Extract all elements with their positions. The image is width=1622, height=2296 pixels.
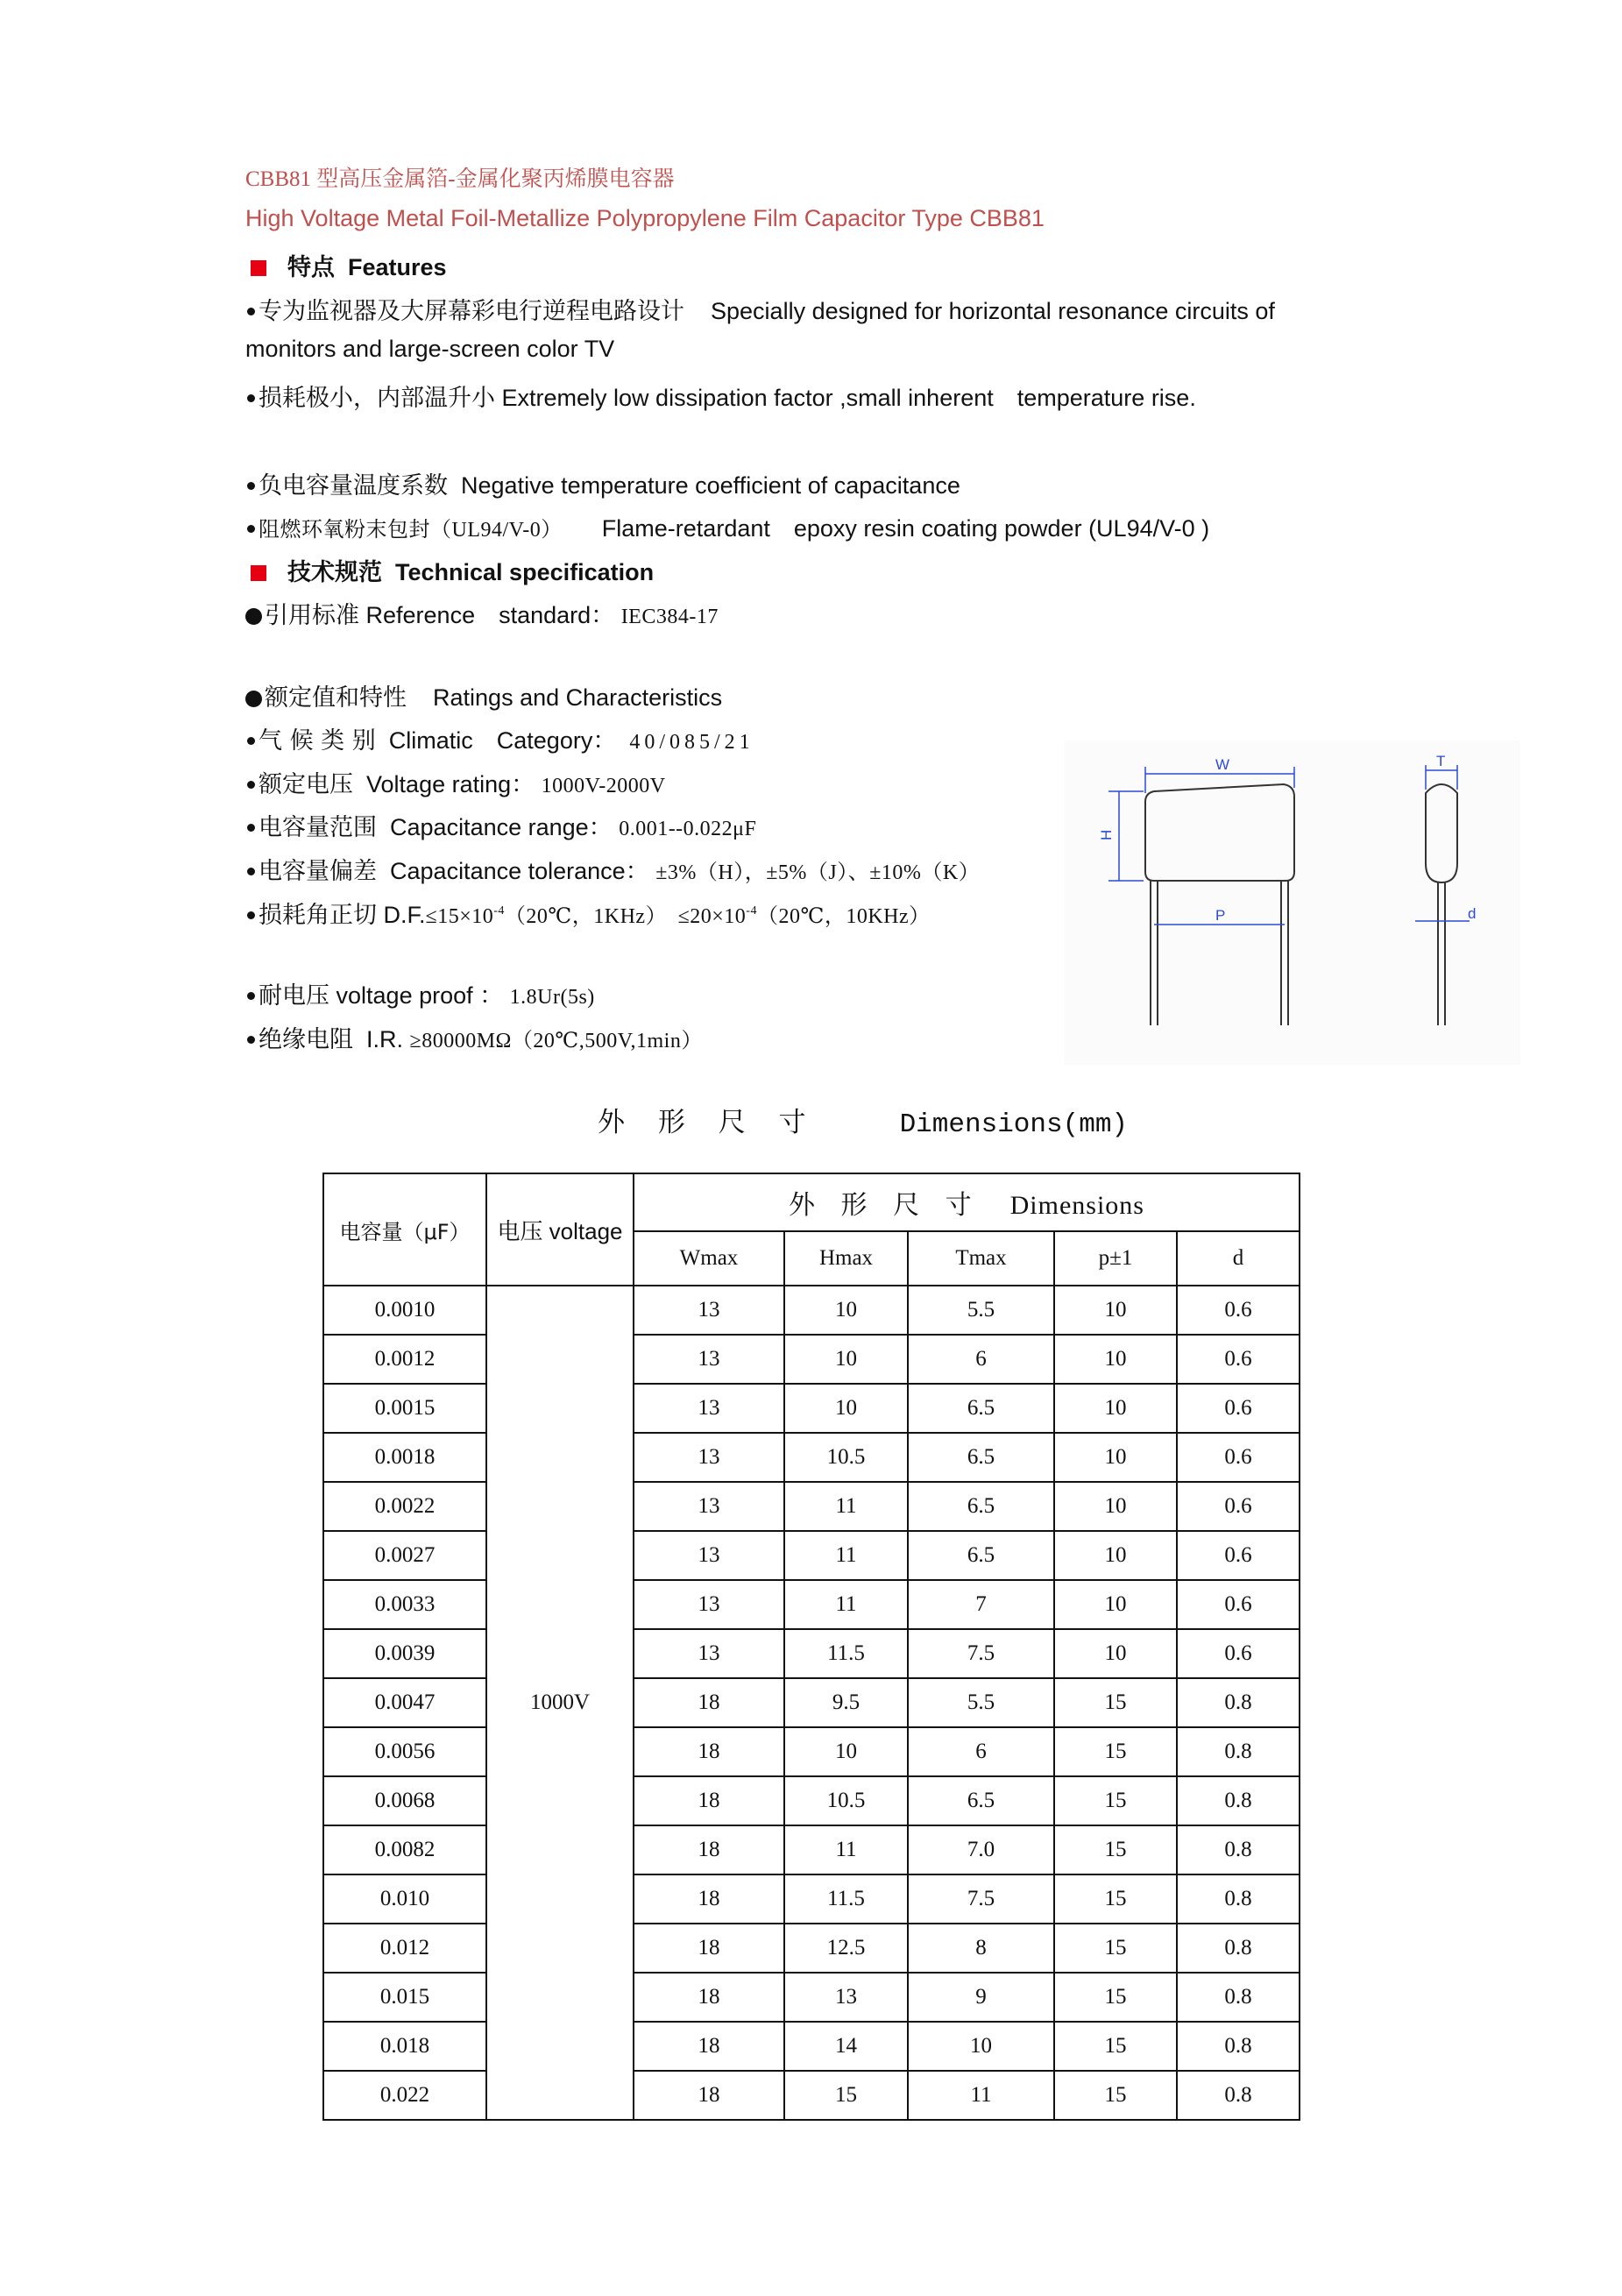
dimension-cell: 15 bbox=[1054, 1678, 1177, 1727]
dimension-cell: 18 bbox=[634, 1678, 784, 1727]
dimension-cell: 18 bbox=[634, 1973, 784, 2022]
dimension-cell: 0.6 bbox=[1177, 1580, 1300, 1629]
dimension-cell: 6 bbox=[908, 1335, 1054, 1384]
dimension-cell: 10 bbox=[1054, 1629, 1177, 1678]
capacitance-tolerance: 电容量偏差 Capacitance tolerance： ±3%（H），±5%（J）、±10%（K） bbox=[245, 852, 980, 886]
insulation-resistance: 绝缘电阻 I.R. ≥80000MΩ（20℃,500V,1min） bbox=[245, 1020, 703, 1054]
table-row bbox=[323, 1924, 1300, 1973]
dimension-cell: 11 bbox=[784, 1580, 908, 1629]
dimension-cell: 8 bbox=[908, 1924, 1054, 1973]
ratings-heading: 额定值和特性 Ratings and Characteristics bbox=[245, 678, 722, 712]
dimension-cell: 0.8 bbox=[1177, 1776, 1300, 1825]
bullet-icon bbox=[245, 608, 262, 625]
dimension-cell: 7.5 bbox=[908, 1874, 1054, 1924]
table-row bbox=[323, 1678, 1300, 1727]
dimension-cell: 6 bbox=[908, 1727, 1054, 1776]
table-row bbox=[323, 1286, 1300, 1335]
dimension-cell: 15 bbox=[1054, 1973, 1177, 2022]
reference-standard: 引用标准 Reference standard： IEC384-17 bbox=[245, 596, 719, 630]
dimension-cell: 15 bbox=[1054, 1874, 1177, 1924]
label-p: P bbox=[1215, 907, 1226, 924]
label-w: W bbox=[1215, 756, 1230, 773]
capacitance-cell: 0.0047 bbox=[323, 1678, 486, 1727]
bullet-icon bbox=[247, 525, 255, 533]
climatic-category: 气 候 类 别 Climatic Category： 40/085/21 bbox=[245, 721, 754, 755]
label-d: d bbox=[1468, 905, 1477, 922]
dimension-cell: 0.6 bbox=[1177, 1335, 1300, 1384]
dimensions-table bbox=[322, 1173, 1300, 2121]
bullet-icon bbox=[247, 308, 255, 315]
bullet-icon bbox=[247, 394, 255, 402]
table-row bbox=[323, 1433, 1300, 1482]
dimension-cell: 10 bbox=[1054, 1286, 1177, 1335]
capacitance-cell: 0.0022 bbox=[323, 1482, 486, 1531]
dimension-cell: 10 bbox=[908, 2022, 1054, 2071]
capacitance-cell: 0.0027 bbox=[323, 1531, 486, 1580]
dimension-cell: 13 bbox=[784, 1973, 908, 2022]
header-dimensions: 外 形 尺 寸 Dimensions bbox=[634, 1173, 1300, 1231]
capacitance-cell: 0.0010 bbox=[323, 1286, 486, 1335]
dimension-cell: 10 bbox=[1054, 1482, 1177, 1531]
dimension-cell: 7 bbox=[908, 1580, 1054, 1629]
dimension-cell: 0.8 bbox=[1177, 1678, 1300, 1727]
dimension-cell: 10 bbox=[784, 1335, 908, 1384]
table-row bbox=[323, 1580, 1300, 1629]
dimension-cell: 11 bbox=[784, 1825, 908, 1874]
bullet-icon bbox=[245, 691, 262, 707]
dimension-cell: 0.8 bbox=[1177, 2071, 1300, 2120]
dimension-cell: 0.8 bbox=[1177, 1973, 1300, 2022]
dimension-cell: 5.5 bbox=[908, 1286, 1054, 1335]
capacitance-cell: 0.010 bbox=[323, 1874, 486, 1924]
tech-spec-heading: 技术规范 Technical specification bbox=[245, 553, 654, 587]
dimension-cell: 10 bbox=[1054, 1335, 1177, 1384]
feature-item-1-cont: monitors and large-screen color TV bbox=[245, 336, 615, 362]
voltage-proof: 耐电压 voltage proof ： 1.8Ur(5s) bbox=[245, 976, 595, 1010]
capacitor-outline-diagram bbox=[1065, 741, 1520, 1065]
capacitance-cell: 0.018 bbox=[323, 2022, 486, 2071]
capacitance-cell: 0.0018 bbox=[323, 1433, 486, 1482]
dimension-cell: 0.6 bbox=[1177, 1286, 1300, 1335]
dimension-cell: 10 bbox=[1054, 1433, 1177, 1482]
label-h: H bbox=[1098, 829, 1115, 840]
dissipation-factor: 损耗角正切 $D.F.\le 15\times 10^{-4}(20℃$，1KHz） $\le 20\times 10^{-4}(20℃$，10KHz） bbox=[245, 896, 931, 930]
column-header: d bbox=[1177, 1231, 1300, 1286]
dimension-cell: 15 bbox=[1054, 1924, 1177, 1973]
dimension-cell: 7.0 bbox=[908, 1825, 1054, 1874]
column-header: Wmax bbox=[634, 1231, 784, 1286]
dimension-cell: 13 bbox=[634, 1433, 784, 1482]
table-row bbox=[323, 2071, 1300, 2120]
feature-item-3: 负电容量温度系数 Negative temperature coefficient of capacitance bbox=[245, 466, 960, 500]
capacitance-cell: 0.022 bbox=[323, 2071, 486, 2120]
bullet-icon bbox=[247, 1036, 255, 1044]
dimension-cell: 10 bbox=[1054, 1531, 1177, 1580]
dimension-cell: 6.5 bbox=[908, 1433, 1054, 1482]
dimension-cell: 15 bbox=[1054, 1776, 1177, 1825]
capacitance-cell: 0.015 bbox=[323, 1973, 486, 2022]
dimension-cell: 0.8 bbox=[1177, 1874, 1300, 1924]
table-row bbox=[323, 1335, 1300, 1384]
feature-item-1: 专为监视器及大屏幕彩电行逆程电路设计 Specially designed for horizontal resonance circuits of bbox=[245, 292, 1275, 326]
capacitance-cell: 0.012 bbox=[323, 1924, 486, 1973]
bullet-icon bbox=[247, 824, 255, 832]
dimension-cell: 13 bbox=[634, 1384, 784, 1433]
capacitance-cell: 0.0012 bbox=[323, 1335, 486, 1384]
dimension-cell: 11 bbox=[784, 1482, 908, 1531]
dimension-cell: 0.6 bbox=[1177, 1384, 1300, 1433]
dimension-cell: 14 bbox=[784, 2022, 908, 2071]
dimension-cell: 6.5 bbox=[908, 1482, 1054, 1531]
dimension-cell: 15 bbox=[1054, 1825, 1177, 1874]
dimension-cell: 0.6 bbox=[1177, 1433, 1300, 1482]
dimension-cell: 11.5 bbox=[784, 1874, 908, 1924]
dimension-cell: 15 bbox=[1054, 2022, 1177, 2071]
voltage-cell: 1000V bbox=[486, 1286, 634, 2120]
dimension-cell: 10.5 bbox=[784, 1433, 908, 1482]
red-square-bullet-icon bbox=[251, 565, 266, 581]
table-row bbox=[323, 1727, 1300, 1776]
dimensions-title: 外 形 尺 寸 Dimensions(mm) bbox=[598, 1107, 1129, 1140]
column-header: Hmax bbox=[784, 1231, 908, 1286]
dimension-cell: 0.8 bbox=[1177, 2022, 1300, 2071]
table-row bbox=[323, 1874, 1300, 1924]
bullet-icon bbox=[247, 992, 255, 1000]
dimension-cell: 6.5 bbox=[908, 1531, 1054, 1580]
column-header: p±1 bbox=[1054, 1231, 1177, 1286]
title-english: High Voltage Metal Foil-Metallize Polypropylene Film Capacitor Type CBB81 bbox=[245, 205, 1045, 231]
dimension-cell: 0.6 bbox=[1177, 1482, 1300, 1531]
bullet-icon bbox=[247, 911, 255, 919]
dimension-cell: 6.5 bbox=[908, 1384, 1054, 1433]
dimension-cell: 10.5 bbox=[784, 1776, 908, 1825]
bullet-icon bbox=[247, 737, 255, 745]
capacitance-cell: 0.0068 bbox=[323, 1776, 486, 1825]
header-voltage: 电压 voltage bbox=[486, 1173, 634, 1286]
dimension-cell: 15 bbox=[1054, 2071, 1177, 2120]
capacitance-cell: 0.0033 bbox=[323, 1580, 486, 1629]
dimension-cell: 10 bbox=[1054, 1580, 1177, 1629]
column-header: Tmax bbox=[908, 1231, 1054, 1286]
red-square-bullet-icon bbox=[251, 260, 266, 276]
dimension-cell: 18 bbox=[634, 1825, 784, 1874]
dimension-cell: 18 bbox=[634, 1776, 784, 1825]
dimension-cell: 13 bbox=[634, 1286, 784, 1335]
dimension-cell: 10 bbox=[784, 1727, 908, 1776]
dimension-cell: 13 bbox=[634, 1531, 784, 1580]
dimension-cell: 9.5 bbox=[784, 1678, 908, 1727]
dimension-cell: 11.5 bbox=[784, 1629, 908, 1678]
voltage-rating: 额定电压 Voltage rating： 1000V-2000V bbox=[245, 765, 666, 799]
label-t: T bbox=[1436, 753, 1446, 769]
dimension-cell: 18 bbox=[634, 1727, 784, 1776]
dimension-cell: 18 bbox=[634, 1874, 784, 1924]
table-row bbox=[323, 1384, 1300, 1433]
dimension-cell: 9 bbox=[908, 1973, 1054, 2022]
header-capacitance: 电容量（μF） bbox=[323, 1173, 486, 1286]
dimension-cell: 10 bbox=[784, 1384, 908, 1433]
capacitance-cell: 0.0039 bbox=[323, 1629, 486, 1678]
dimension-cell: 11 bbox=[784, 1531, 908, 1580]
capacitance-cell: 0.0056 bbox=[323, 1727, 486, 1776]
capacitance-range: 电容量范围 Capacitance range： 0.001--0.022μF bbox=[245, 808, 756, 842]
features-heading: 特点 Features bbox=[245, 248, 447, 282]
dimension-cell: 10 bbox=[784, 1286, 908, 1335]
dimension-cell: 13 bbox=[634, 1629, 784, 1678]
table-row bbox=[323, 2022, 1300, 2071]
dimension-cell: 10 bbox=[1054, 1384, 1177, 1433]
dimension-cell: 0.6 bbox=[1177, 1629, 1300, 1678]
dimension-cell: 12.5 bbox=[784, 1924, 908, 1973]
dimension-cell: 13 bbox=[634, 1335, 784, 1384]
dimension-cell: 0.8 bbox=[1177, 1727, 1300, 1776]
bullet-icon bbox=[247, 868, 255, 875]
bullet-icon bbox=[247, 482, 255, 490]
dimension-cell: 15 bbox=[784, 2071, 908, 2120]
capacitance-cell: 0.0015 bbox=[323, 1384, 486, 1433]
dimension-cell: 15 bbox=[1054, 1727, 1177, 1776]
capacitance-cell: 0.0082 bbox=[323, 1825, 486, 1874]
dimension-cell: 0.8 bbox=[1177, 1924, 1300, 1973]
table-row bbox=[323, 1482, 1300, 1531]
dimension-cell: 5.5 bbox=[908, 1678, 1054, 1727]
dimension-cell: 0.6 bbox=[1177, 1531, 1300, 1580]
dimension-cell: 7.5 bbox=[908, 1629, 1054, 1678]
bullet-icon bbox=[247, 781, 255, 789]
table-row bbox=[323, 1973, 1300, 2022]
dimension-cell: 13 bbox=[634, 1580, 784, 1629]
table-row bbox=[323, 1531, 1300, 1580]
table-row bbox=[323, 1825, 1300, 1874]
feature-item-4: 阻燃环氧粉末包封（UL94/V-0） Flame-retardant epoxy resin coating powder (UL94/V-0 ) bbox=[245, 509, 1209, 543]
table-row bbox=[323, 1776, 1300, 1825]
dimension-cell: 6.5 bbox=[908, 1776, 1054, 1825]
dimension-cell: 18 bbox=[634, 2071, 784, 2120]
title-chinese: CBB81 型高压金属箔-金属化聚丙烯膜电容器 bbox=[245, 167, 675, 191]
feature-item-2: 损耗极小，内部温升小 Extremely low dissipation factor ,small inherent temperature rise. bbox=[245, 379, 1196, 413]
dimension-cell: 18 bbox=[634, 1924, 784, 1973]
dimension-cell: 18 bbox=[634, 2022, 784, 2071]
dimension-cell: 11 bbox=[908, 2071, 1054, 2120]
dimension-cell: 13 bbox=[634, 1482, 784, 1531]
table-row bbox=[323, 1629, 1300, 1678]
dimension-cell: 0.8 bbox=[1177, 1825, 1300, 1874]
